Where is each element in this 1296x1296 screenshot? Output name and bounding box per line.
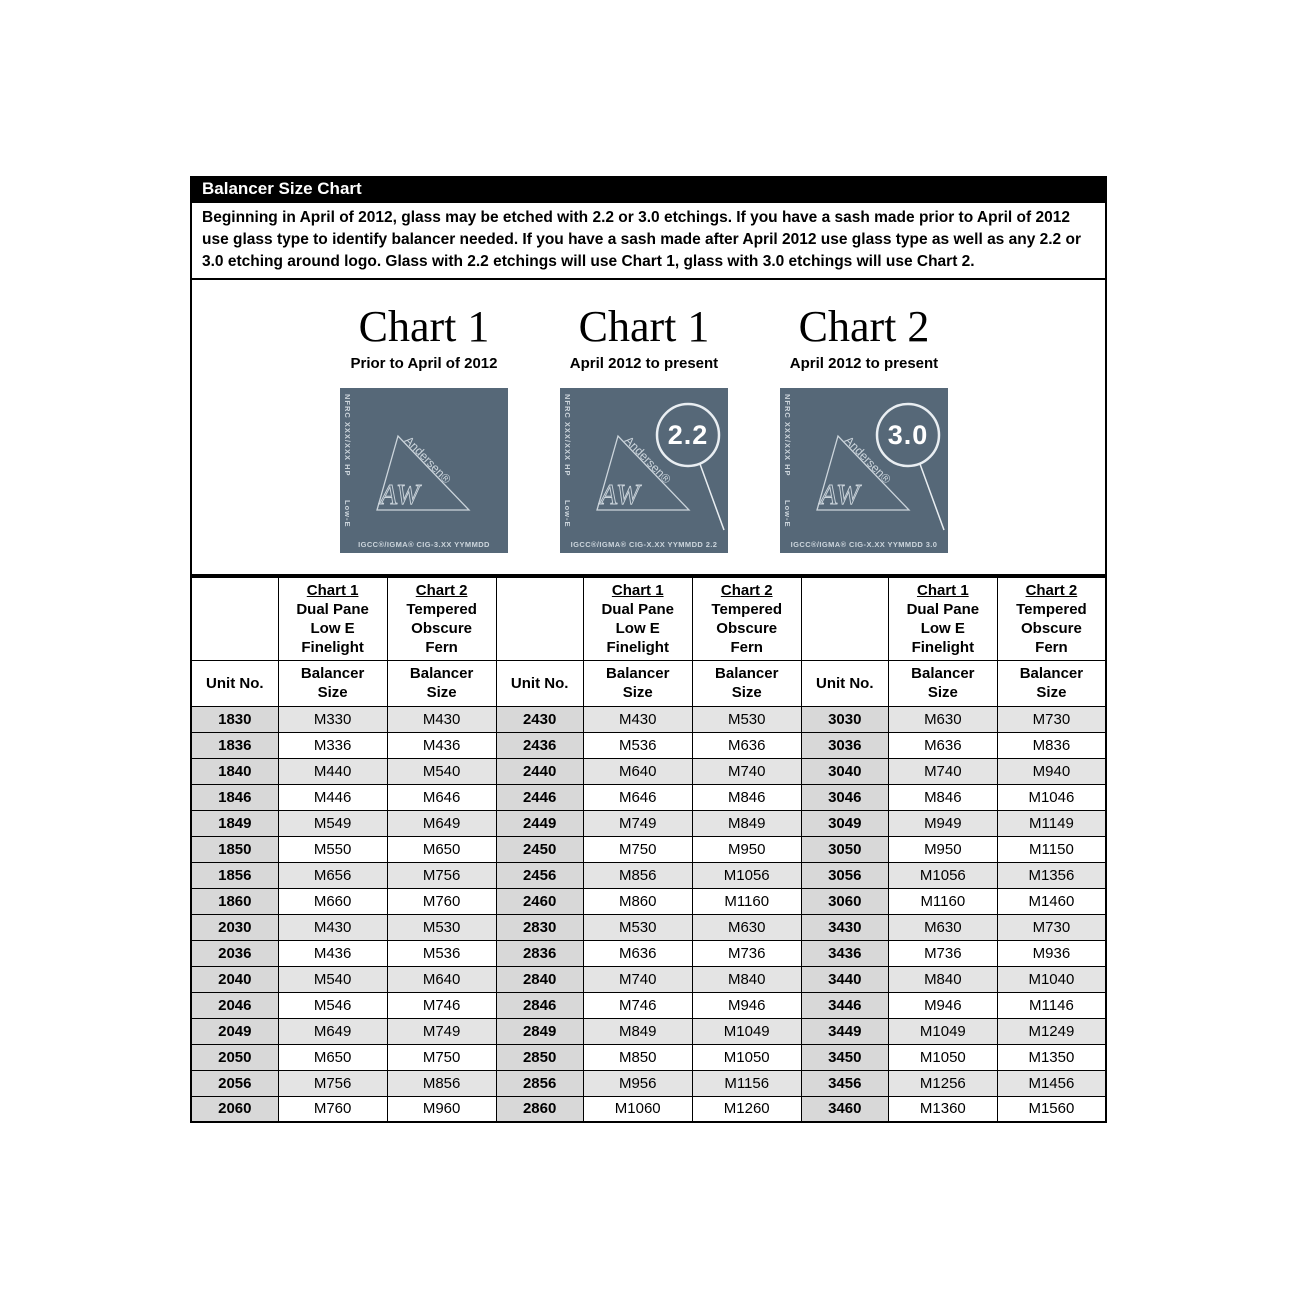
unit-no-cell: 3030 bbox=[801, 706, 888, 732]
balancer-size-cell: M950 bbox=[692, 836, 801, 862]
glass-etching-image bbox=[340, 388, 508, 553]
table-row bbox=[191, 758, 1106, 784]
chart-subtitle: Prior to April of 2012 bbox=[350, 355, 498, 372]
balancer-size-cell: M546 bbox=[278, 992, 387, 1018]
balancer-size-cell: M1560 bbox=[997, 1096, 1106, 1122]
unit-no-cell: 3440 bbox=[801, 966, 888, 992]
balancer-size-header: Balancer Size bbox=[583, 660, 692, 706]
unit-no-header: Unit No. bbox=[191, 660, 278, 706]
balancer-size-cell: M630 bbox=[888, 914, 997, 940]
unit-no-cell: 2846 bbox=[496, 992, 583, 1018]
unit-no-cell: 2840 bbox=[496, 966, 583, 992]
balancer-size-cell: M949 bbox=[888, 810, 997, 836]
unit-no-cell: 1846 bbox=[191, 784, 278, 810]
chart-block-2 bbox=[560, 302, 728, 574]
balancer-size-cell: M849 bbox=[583, 1018, 692, 1044]
unit-no-cell: 2030 bbox=[191, 914, 278, 940]
balancer-size-cell: M1460 bbox=[997, 888, 1106, 914]
svg-text:AW: AW bbox=[380, 480, 420, 511]
etching-magnifier-icon bbox=[780, 388, 948, 553]
unit-no-cell: 2450 bbox=[496, 836, 583, 862]
etching-number: 3.0 bbox=[887, 420, 929, 450]
chart2-group-header: Chart 2 Tempered Obscure Fern bbox=[997, 577, 1106, 660]
table-row bbox=[191, 914, 1106, 940]
table-row bbox=[191, 784, 1106, 810]
balancer-size-cell: M740 bbox=[583, 966, 692, 992]
balancer-size-cell: M1050 bbox=[888, 1044, 997, 1070]
unit-no-cell: 2046 bbox=[191, 992, 278, 1018]
svg-text:AW: AW bbox=[600, 480, 640, 511]
balancer-size-cell: M1160 bbox=[692, 888, 801, 914]
unit-no-cell: 1830 bbox=[191, 706, 278, 732]
chart-subtitle: April 2012 to present bbox=[789, 355, 939, 372]
balancer-size-cell: M756 bbox=[278, 1070, 387, 1096]
unit-no-cell: 3040 bbox=[801, 758, 888, 784]
unit-no-cell: 2446 bbox=[496, 784, 583, 810]
balancer-size-cell: M1360 bbox=[888, 1096, 997, 1122]
balancer-size-cell: M1146 bbox=[997, 992, 1106, 1018]
unit-no-cell: 3446 bbox=[801, 992, 888, 1018]
balancer-size-cell: M746 bbox=[583, 992, 692, 1018]
unit-no-cell: 3436 bbox=[801, 940, 888, 966]
table-row bbox=[191, 992, 1106, 1018]
unit-no-cell: 2436 bbox=[496, 732, 583, 758]
unit-no-cell: 3056 bbox=[801, 862, 888, 888]
certification-line: IGCC®/IGMA® CIG-3.XX YYMMDD bbox=[358, 540, 490, 549]
balancer-size-cell: M1056 bbox=[692, 862, 801, 888]
balancer-size-cell: M736 bbox=[692, 940, 801, 966]
table-row bbox=[191, 836, 1106, 862]
balancer-size-cell: M950 bbox=[888, 836, 997, 862]
unit-no-cell: 3060 bbox=[801, 888, 888, 914]
balancer-size-cell: M760 bbox=[387, 888, 496, 914]
balancer-size-cell: M1049 bbox=[692, 1018, 801, 1044]
balancer-size-cell: M436 bbox=[278, 940, 387, 966]
lowe-label: Low-E bbox=[783, 499, 792, 527]
balancer-size-cell: M849 bbox=[692, 810, 801, 836]
empty-header-cell bbox=[496, 577, 583, 660]
unit-no-cell: 2040 bbox=[191, 966, 278, 992]
balancer-size-cell: M430 bbox=[387, 706, 496, 732]
balancer-size-cell: M1049 bbox=[888, 1018, 997, 1044]
unit-no-cell: 3049 bbox=[801, 810, 888, 836]
balancer-size-cell: M750 bbox=[583, 836, 692, 862]
balancer-size-cell: M336 bbox=[278, 732, 387, 758]
balancer-size-table bbox=[190, 576, 1107, 1123]
balancer-size-cell: M646 bbox=[387, 784, 496, 810]
balancer-size-cell: M530 bbox=[583, 914, 692, 940]
certification-line: IGCC®/IGMA® CIG-X.XX YYMMDD 3.0 bbox=[790, 540, 938, 549]
balancer-size-cell: M940 bbox=[997, 758, 1106, 784]
balancer-size-cell: M836 bbox=[997, 732, 1106, 758]
page-title: Balancer Size Chart bbox=[202, 179, 362, 198]
balancer-size-header: Balancer Size bbox=[692, 660, 801, 706]
balancer-size-cell: M636 bbox=[888, 732, 997, 758]
table-row bbox=[191, 1018, 1106, 1044]
balancer-size-cell: M749 bbox=[583, 810, 692, 836]
balancer-size-cell: M1056 bbox=[888, 862, 997, 888]
balancer-size-cell: M650 bbox=[278, 1044, 387, 1070]
balancer-size-cell: M436 bbox=[387, 732, 496, 758]
balancer-size-cell: M846 bbox=[692, 784, 801, 810]
balancer-size-cell: M536 bbox=[583, 732, 692, 758]
balancer-size-cell: M656 bbox=[278, 862, 387, 888]
glass-etching-image bbox=[560, 388, 728, 553]
balancer-size-cell: M856 bbox=[387, 1070, 496, 1096]
balancer-size-cell: M540 bbox=[387, 758, 496, 784]
balancer-size-cell: M640 bbox=[583, 758, 692, 784]
unit-no-cell: 2050 bbox=[191, 1044, 278, 1070]
balancer-size-cell: M1350 bbox=[997, 1044, 1106, 1070]
balancer-size-cell: M640 bbox=[387, 966, 496, 992]
balancer-size-cell: M649 bbox=[278, 1018, 387, 1044]
glass-etching-image bbox=[780, 388, 948, 553]
unit-no-cell: 3456 bbox=[801, 1070, 888, 1096]
table-row bbox=[191, 810, 1106, 836]
balancer-size-header: Balancer Size bbox=[387, 660, 496, 706]
balancer-size-cell: M760 bbox=[278, 1096, 387, 1122]
chart-block-3 bbox=[780, 302, 948, 574]
nfrc-label: NFRC XXX/XXX HP bbox=[563, 394, 572, 477]
unit-no-cell: 3050 bbox=[801, 836, 888, 862]
group-header-row bbox=[191, 577, 1106, 660]
unit-no-cell: 3046 bbox=[801, 784, 888, 810]
unit-no-cell: 1850 bbox=[191, 836, 278, 862]
balancer-size-cell: M746 bbox=[387, 992, 496, 1018]
chart2-group-header: Chart 2 Tempered Obscure Fern bbox=[387, 577, 496, 660]
balancer-size-cell: M636 bbox=[583, 940, 692, 966]
balancer-size-cell: M630 bbox=[692, 914, 801, 940]
balancer-size-cell: M1256 bbox=[888, 1070, 997, 1096]
table-row bbox=[191, 862, 1106, 888]
balancer-size-cell: M1150 bbox=[997, 836, 1106, 862]
balancer-size-cell: M956 bbox=[583, 1070, 692, 1096]
table-row bbox=[191, 1096, 1106, 1122]
chart-block-1 bbox=[340, 302, 508, 574]
nfrc-label: NFRC XXX/XXX HP bbox=[343, 394, 352, 477]
balancer-size-cell: M1260 bbox=[692, 1096, 801, 1122]
balancer-size-cell: M1149 bbox=[997, 810, 1106, 836]
title-bar bbox=[190, 176, 1107, 202]
balancer-size-cell: M649 bbox=[387, 810, 496, 836]
balancer-size-header: Balancer Size bbox=[888, 660, 997, 706]
balancer-size-cell: M736 bbox=[888, 940, 997, 966]
unit-no-cell: 3430 bbox=[801, 914, 888, 940]
empty-header-cell bbox=[191, 577, 278, 660]
empty-header-cell bbox=[801, 577, 888, 660]
table-row bbox=[191, 706, 1106, 732]
balancer-size-cell: M1050 bbox=[692, 1044, 801, 1070]
unit-no-cell: 1849 bbox=[191, 810, 278, 836]
unit-no-cell: 3460 bbox=[801, 1096, 888, 1122]
unit-no-cell: 1836 bbox=[191, 732, 278, 758]
andersen-aw-logo-icon bbox=[374, 432, 474, 518]
table-row bbox=[191, 1070, 1106, 1096]
svg-text:Andersen®: Andersen® bbox=[841, 433, 894, 487]
unit-no-cell: 2850 bbox=[496, 1044, 583, 1070]
balancer-size-cell: M540 bbox=[278, 966, 387, 992]
balancer-size-cell: M1060 bbox=[583, 1096, 692, 1122]
unit-no-cell: 2836 bbox=[496, 940, 583, 966]
balancer-size-cell: M730 bbox=[997, 706, 1106, 732]
balancer-size-cell: M530 bbox=[387, 914, 496, 940]
balancer-size-cell: M856 bbox=[583, 862, 692, 888]
unit-no-cell: 2449 bbox=[496, 810, 583, 836]
balancer-size-cell: M630 bbox=[888, 706, 997, 732]
unit-no-cell: 1856 bbox=[191, 862, 278, 888]
balancer-size-cell: M1356 bbox=[997, 862, 1106, 888]
unit-no-cell: 2460 bbox=[496, 888, 583, 914]
balancer-size-cell: M936 bbox=[997, 940, 1106, 966]
balancer-size-cell: M530 bbox=[692, 706, 801, 732]
column-header-row bbox=[191, 660, 1106, 706]
table-row bbox=[191, 1044, 1106, 1070]
unit-no-header: Unit No. bbox=[496, 660, 583, 706]
unit-no-cell: 2049 bbox=[191, 1018, 278, 1044]
unit-no-cell: 2430 bbox=[496, 706, 583, 732]
unit-no-cell: 2849 bbox=[496, 1018, 583, 1044]
balancer-size-cell: M650 bbox=[387, 836, 496, 862]
balancer-size-cell: M660 bbox=[278, 888, 387, 914]
balancer-size-cell: M756 bbox=[387, 862, 496, 888]
unit-no-cell: 3450 bbox=[801, 1044, 888, 1070]
unit-no-cell: 2060 bbox=[191, 1096, 278, 1122]
balancer-size-cell: M946 bbox=[888, 992, 997, 1018]
certification-line: IGCC®/IGMA® CIG-X.XX YYMMDD 2.2 bbox=[570, 540, 718, 549]
unit-no-cell: 2440 bbox=[496, 758, 583, 784]
svg-text:Andersen®: Andersen® bbox=[621, 433, 674, 487]
chart1-group-header: Chart 1 Dual Pane Low E Finelight bbox=[583, 577, 692, 660]
balancer-size-cell: M1249 bbox=[997, 1018, 1106, 1044]
document bbox=[190, 176, 1107, 1123]
balancer-size-cell: M1160 bbox=[888, 888, 997, 914]
balancer-size-cell: M846 bbox=[888, 784, 997, 810]
balancer-size-cell: M740 bbox=[888, 758, 997, 784]
etching-number: 2.2 bbox=[667, 420, 709, 450]
nfrc-label: NFRC XXX/XXX HP bbox=[783, 394, 792, 477]
balancer-size-cell: M430 bbox=[278, 914, 387, 940]
balancer-size-cell: M840 bbox=[692, 966, 801, 992]
balancer-size-cell: M840 bbox=[888, 966, 997, 992]
charts-section bbox=[190, 280, 1107, 576]
balancer-size-cell: M860 bbox=[583, 888, 692, 914]
svg-text:AW: AW bbox=[820, 480, 860, 511]
lowe-label: Low-E bbox=[563, 499, 572, 527]
balancer-size-cell: M946 bbox=[692, 992, 801, 1018]
balancer-size-cell: M740 bbox=[692, 758, 801, 784]
balancer-size-cell: M636 bbox=[692, 732, 801, 758]
balancer-size-cell: M430 bbox=[583, 706, 692, 732]
unit-no-cell: 3449 bbox=[801, 1018, 888, 1044]
balancer-size-cell: M440 bbox=[278, 758, 387, 784]
balancer-size-cell: M1040 bbox=[997, 966, 1106, 992]
unit-no-cell: 2860 bbox=[496, 1096, 583, 1122]
table-body bbox=[191, 706, 1106, 1122]
table-row bbox=[191, 888, 1106, 914]
balancer-size-cell: M850 bbox=[583, 1044, 692, 1070]
balancer-size-cell: M1046 bbox=[997, 784, 1106, 810]
balancer-size-cell: M749 bbox=[387, 1018, 496, 1044]
balancer-size-cell: M1456 bbox=[997, 1070, 1106, 1096]
lowe-label: Low-E bbox=[343, 499, 352, 527]
unit-no-cell: 2830 bbox=[496, 914, 583, 940]
unit-no-cell: 2456 bbox=[496, 862, 583, 888]
chart-title: Chart 1 bbox=[358, 302, 490, 351]
unit-no-cell: 2036 bbox=[191, 940, 278, 966]
balancer-size-header: Balancer Size bbox=[997, 660, 1106, 706]
balancer-size-cell: M536 bbox=[387, 940, 496, 966]
balancer-size-cell: M750 bbox=[387, 1044, 496, 1070]
svg-text:Andersen®: Andersen® bbox=[401, 433, 454, 487]
unit-no-cell: 2056 bbox=[191, 1070, 278, 1096]
chart2-group-header: Chart 2 Tempered Obscure Fern bbox=[692, 577, 801, 660]
unit-no-cell: 1840 bbox=[191, 758, 278, 784]
unit-no-cell: 1860 bbox=[191, 888, 278, 914]
balancer-size-cell: M960 bbox=[387, 1096, 496, 1122]
table-row bbox=[191, 732, 1106, 758]
balancer-size-cell: M330 bbox=[278, 706, 387, 732]
unit-no-cell: 3036 bbox=[801, 732, 888, 758]
table-row bbox=[191, 966, 1106, 992]
chart1-group-header: Chart 1 Dual Pane Low E Finelight bbox=[888, 577, 997, 660]
table-row bbox=[191, 940, 1106, 966]
unit-no-cell: 2856 bbox=[496, 1070, 583, 1096]
unit-no-header: Unit No. bbox=[801, 660, 888, 706]
chart1-group-header: Chart 1 Dual Pane Low E Finelight bbox=[278, 577, 387, 660]
balancer-size-cell: M549 bbox=[278, 810, 387, 836]
chart-subtitle: April 2012 to present bbox=[569, 355, 719, 372]
balancer-size-cell: M1156 bbox=[692, 1070, 801, 1096]
chart-title: Chart 2 bbox=[798, 302, 930, 351]
balancer-size-cell: M446 bbox=[278, 784, 387, 810]
balancer-size-header: Balancer Size bbox=[278, 660, 387, 706]
balancer-size-cell: M646 bbox=[583, 784, 692, 810]
chart-title: Chart 1 bbox=[578, 302, 710, 351]
intro-paragraph: Beginning in April of 2012, glass may be etched with 2.2 or 3.0 etchings. If you have a sash made prior to April of 2012 use glass type to identify balancer needed. If you have a sash made after April 2012 use glass type as well as any 2.2 or 3.0 etching around logo. Glass with 2.2 etchings will use Chart 1, glass with 3.0 etchings will use Chart 2. bbox=[190, 202, 1107, 280]
etching-magnifier-icon bbox=[560, 388, 728, 553]
balancer-size-cell: M550 bbox=[278, 836, 387, 862]
balancer-size-cell: M730 bbox=[997, 914, 1106, 940]
